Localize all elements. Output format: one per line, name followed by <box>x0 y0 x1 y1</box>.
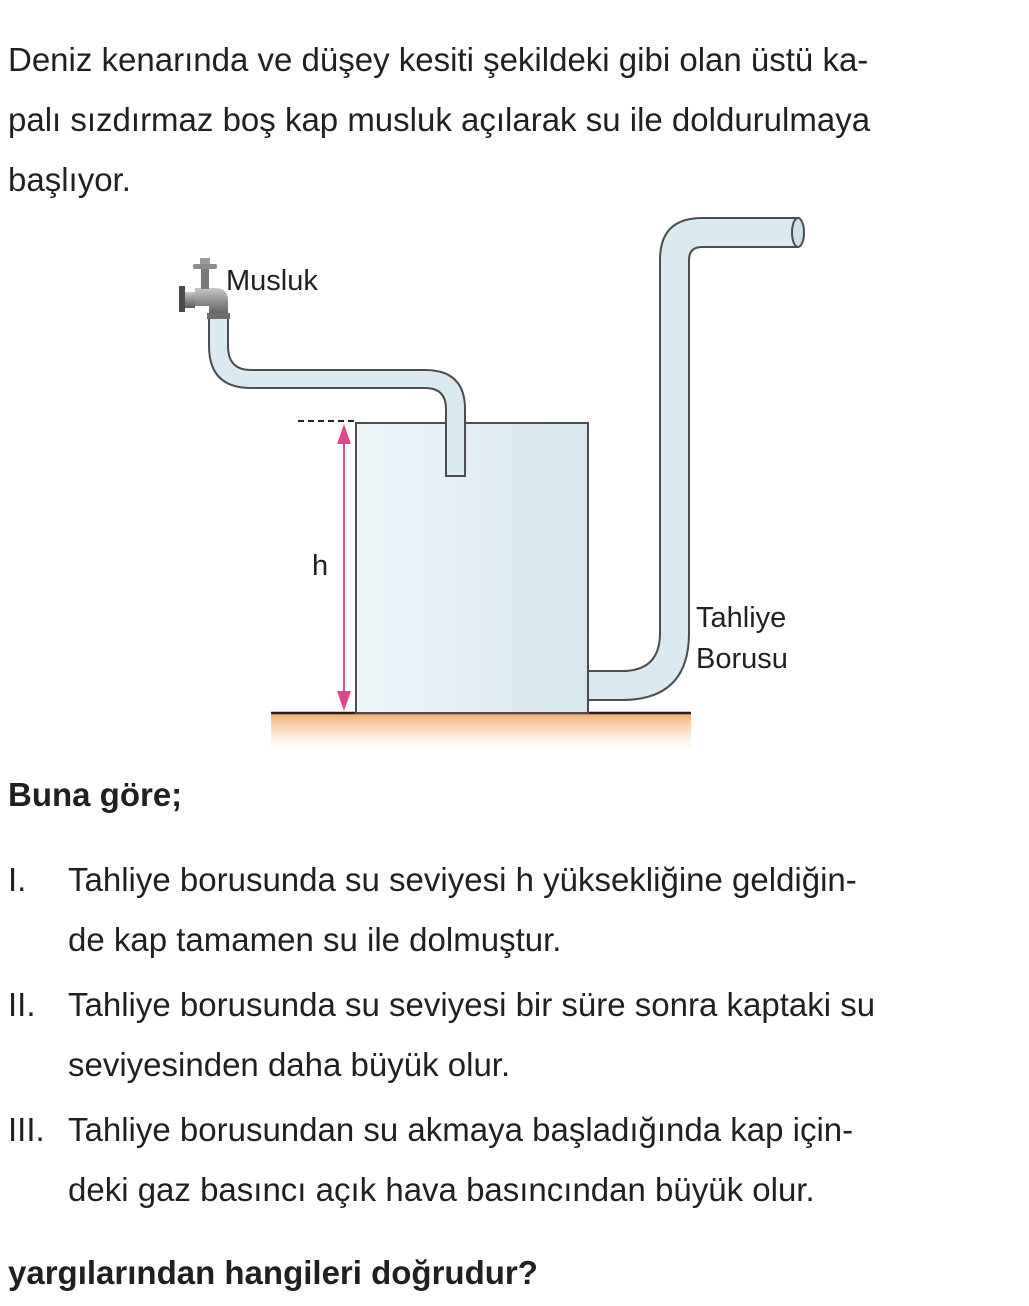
statement-line: Tahliye borusundan su akmaya başladığında kap için- <box>68 1111 854 1148</box>
statement-number: III. <box>8 1111 45 1148</box>
faucet-icon <box>179 258 230 319</box>
container <box>356 423 588 713</box>
statement-text <box>68 1100 1029 1220</box>
statement-line: Tahliye borusunda su seviyesi bir süre sonra kaptaki su <box>68 986 876 1023</box>
ground <box>271 713 691 747</box>
drain-label-line2: Borusu <box>696 643 788 675</box>
intro-line: palı sızdırmaz boş kap musluk açılarak su ile doldurulmaya <box>8 101 871 138</box>
height-arrow <box>337 424 351 711</box>
question-intro: Buna göre; <box>8 776 183 813</box>
statement-text <box>68 850 1029 970</box>
statement-line: deki gaz basıncı açık hava basıncından büyük olur. <box>68 1171 815 1208</box>
statement-list <box>0 850 1029 1225</box>
drain-label-line1: Tahliye <box>696 602 787 634</box>
statement-line: seviyesinden daha büyük olur. <box>68 1046 511 1083</box>
question-prompt: yargılarından hangileri doğrudur? <box>8 1254 538 1291</box>
intro-line: Deniz kenarında ve düşey kesiti şekildeki gibi olan üstü ka- <box>8 41 869 78</box>
faucet-label: Musluk <box>226 265 318 297</box>
statement-line: de kap tamamen su ile dolmuştur. <box>68 921 562 958</box>
statement-i <box>0 850 1029 970</box>
statement-line: Tahliye borusunda su seviyesi h yüksekliğine geldiğin- <box>68 861 857 898</box>
statement-text <box>68 975 1029 1095</box>
statement-iii <box>0 1100 1029 1220</box>
statement-ii <box>0 975 1029 1095</box>
drain-pipe-opening <box>792 218 804 247</box>
height-label: h <box>312 550 329 582</box>
intro-line: başlıyor. <box>8 161 131 198</box>
statement-number: I. <box>8 861 27 898</box>
statement-number: II. <box>8 986 36 1023</box>
